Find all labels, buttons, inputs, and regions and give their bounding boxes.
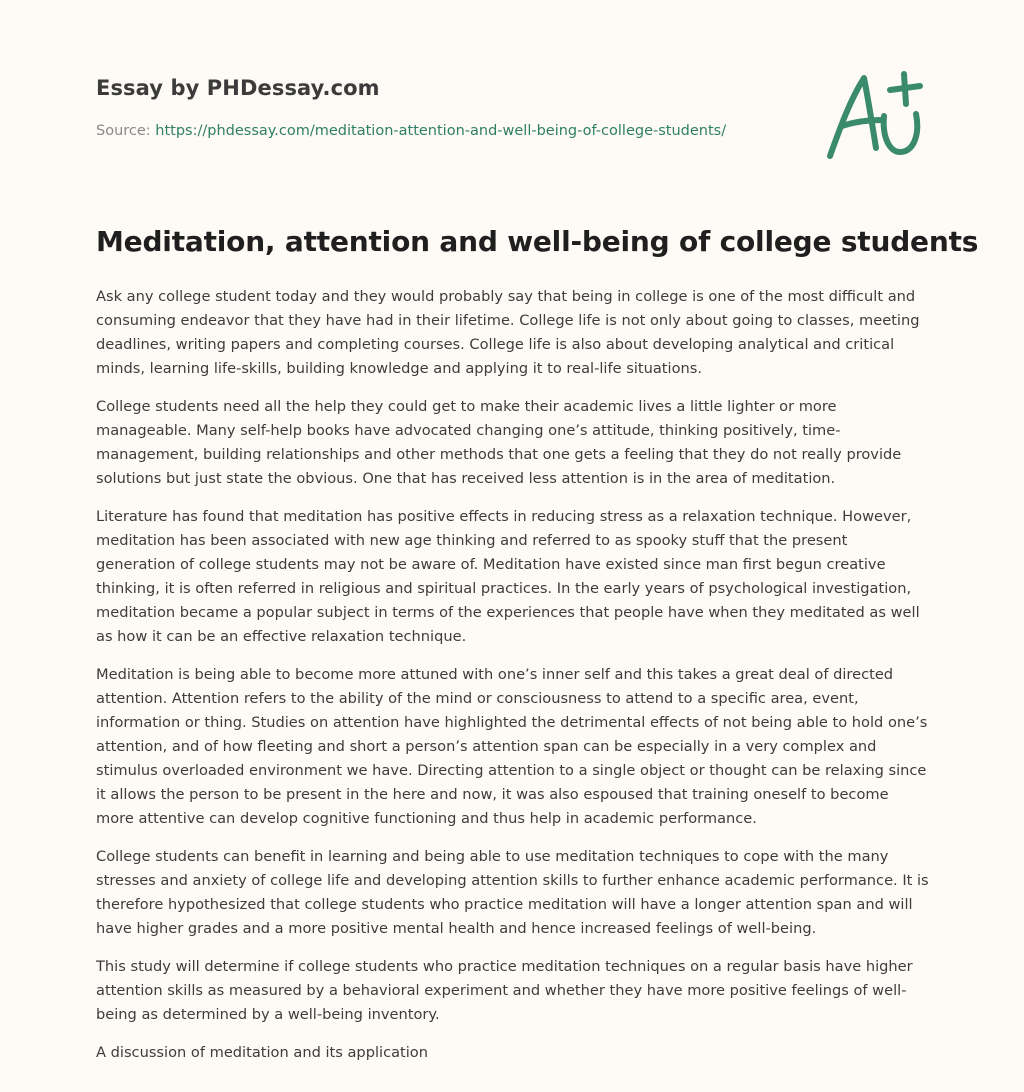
paragraph: Meditation is being able to become more attuned with one’s inner self and this takes a great deal of directed attention. Attention refers to the ability of the mind or consciousness to attend to a specific area, event, information or thing. Studies on attention have highlighted the detrimental effects of not being able to hold one’s attention, and of how fleeting and short a person’s attention span can be especially in a very complex and stimulus overloaded environment we have. Directing attention to a single object or thought can be relaxing since it allows the person to be present in the here and now, it was also espoused that training oneself to become more attentive can develop cognitive functioning and thus help in academic performance. (96, 666, 928, 827)
paragraph: College students can benefit in learning and being able to use meditation techniques to cope with the many stresses and anxiety of college life and developing attention skills to further enhance academic performance. It is therefore hypothesized that college students who practice meditation will have a longer attention span and will have higher grades and a more positive mental health and hence increased feelings of well-being. (96, 848, 929, 937)
paragraph: A discussion of meditation and its application (96, 1044, 428, 1061)
paragraph: Literature has found that meditation has positive effects in reducing stress as a relaxation technique. However, meditation has been associated with new age thinking and referred to as spooky stuff that the present generation of college students may not be aware of. Meditation have existed since man first begun creative thinking, it is often referred in religious and spiritual practices. In the early years of psychological investigation, meditation became a popular subject in terms of the experiences that people have when they meditated as well as how it can be an effective relaxation technique. (96, 508, 920, 645)
a-plus-grade-icon (824, 68, 928, 164)
site-brand: Essay by PHDessay.com (96, 76, 380, 100)
paragraph: College students need all the help they could get to make their academic lives a little lighter or more manageable. Many self-help books have advocated changing one’s attitude, thinking positively, time-management, building relationships and other methods that one gets a feeling that they do not really provide solutions but just state the obvious. One that has received less attention is in the area of meditation. (96, 398, 902, 487)
essay-body (96, 285, 930, 1079)
source-label: Source: (96, 123, 151, 139)
paragraph: This study will determine if college students who practice meditation techniques on a regular basis have higher attention skills as measured by a behavioral experiment and whether they have more positive feelings of well-being as determined by a well-being inventory. (96, 958, 913, 1023)
essay-title: Meditation, attention and well-being of college students (96, 225, 979, 258)
paragraph: Ask any college student today and they would probably say that being in college is one of the most difficult and consuming endeavor that they have had in their lifetime. College life is not only about going to classes, meeting deadlines, writing papers and completing courses. College life is also about developing analytical and critical minds, learning life-skills, building knowledge and applying it to real-life situations. (96, 288, 920, 377)
source-link[interactable]: https://phdessay.com/meditation-attention-and-well-being-of-college-students/ (155, 123, 727, 139)
source-line (96, 123, 726, 139)
